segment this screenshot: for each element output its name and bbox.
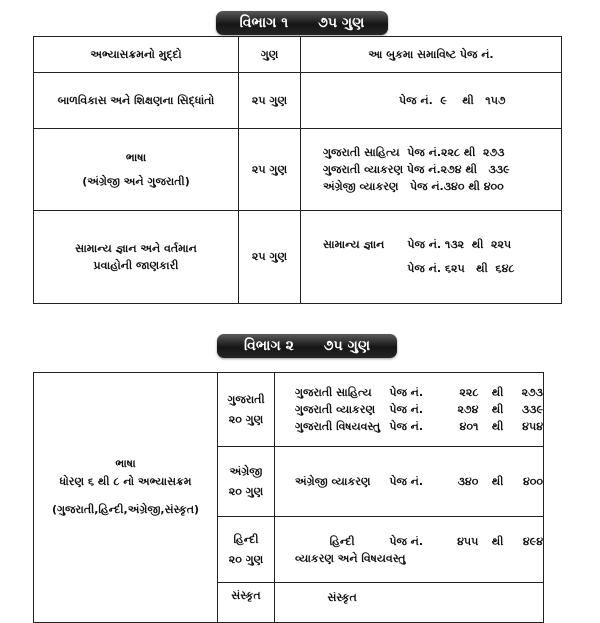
- book-name: ગુજરાતી સાહિત્ય: [295, 386, 372, 399]
- page-from: ૪૦૧: [459, 420, 479, 433]
- lang-marks: ૨૦ ગુણ: [228, 484, 264, 498]
- row-marks: ૨૫ ગુણ: [239, 73, 301, 129]
- page-label: પેજ નં.: [389, 386, 424, 399]
- page-label: પેજ નં.: [389, 475, 424, 488]
- header-pages: આ બુકમા સમાવિષ્ટ પેજ નં.: [301, 37, 562, 73]
- page-label: [389, 589, 454, 606]
- page-line: [295, 473, 543, 490]
- page-end: ૪૦૦: [522, 475, 544, 488]
- pages-cell: [275, 447, 544, 517]
- row-pages: [301, 129, 562, 211]
- table-row: [34, 211, 562, 304]
- page-to-label: થી: [491, 403, 504, 416]
- section2-table: [33, 372, 544, 623]
- topic-line: ભાષા: [125, 150, 147, 164]
- header-topic: અભ્યાસક્રમનો મુદ્દો: [34, 37, 239, 73]
- row-topic: બાળવિકાસ અને શિક્ષણના સિદ્ધાંતો: [34, 73, 239, 129]
- section2-banner: [217, 334, 397, 358]
- page-from: ૩૪૦: [457, 475, 479, 488]
- page-from: ૪૫૫: [457, 534, 479, 548]
- pages-cell: [275, 583, 544, 623]
- pages-cell: [275, 373, 544, 447]
- section1-banner: [216, 11, 388, 35]
- section1-table: [33, 36, 562, 304]
- table-row: [34, 73, 562, 129]
- row-topic: [34, 129, 239, 211]
- page-to-label: થી: [491, 420, 504, 433]
- page-from: [454, 589, 478, 606]
- page-line: [295, 533, 543, 550]
- page-end: ૪૫૪: [522, 420, 544, 433]
- row-topic: [34, 211, 239, 304]
- table-header-row: [34, 37, 562, 73]
- table-row: [34, 129, 562, 211]
- lang-name: સંસ્કૃત: [231, 589, 261, 602]
- section2-title: વિભાગ ૨: [243, 338, 294, 354]
- section2-topic: [34, 373, 218, 623]
- table-row: [34, 373, 544, 447]
- page-end: ૨૭૩: [521, 386, 544, 399]
- page-to-label: થી: [491, 386, 504, 399]
- page-range: સામાન્ય જ્ઞાન પેજ નં. ૧૩૨ થી ૨૨૫: [323, 238, 512, 251]
- section1-marks: ૭૫ ગુણ: [318, 15, 365, 31]
- page-to-label: [478, 589, 516, 606]
- lang-marks: ૨૦ ગુણ: [228, 412, 264, 426]
- book-extra: વ્યાકરણ અને વિષયવસ્તુ: [295, 551, 406, 565]
- row-pages: [301, 211, 562, 304]
- page-label: પેજ નં.: [389, 420, 424, 433]
- page-line: [295, 589, 543, 606]
- page-label: પેજ નં.: [389, 534, 424, 548]
- page-to-label: થી: [491, 475, 504, 488]
- section2-marks: ૭૫ ગુણ: [323, 338, 371, 354]
- page-range: ગુજરાતી વ્યાકરણ પેજ નં.૨૭૪ થી ૩૩૯: [323, 162, 510, 176]
- page-end: [517, 589, 543, 606]
- topic-line: (ગુજરાતી,હિન્દી,અંગ્રેજી,સંસ્કૃત): [51, 503, 200, 516]
- book-name: ગુજરાતી વિષયવસ્તુ: [295, 420, 381, 433]
- page-range: ગુજરાતી સાહિત્ય પેજ નં.૨૨૮ થી ૨૭૩: [323, 145, 505, 159]
- page-range: અંગ્રેજી વ્યાકરણ પેજ નં.૩૪૦ થી ૪૦૦: [323, 179, 504, 193]
- lang-cell: [218, 583, 275, 623]
- book-name: ગુજરાતી વ્યાકરણ: [295, 403, 376, 416]
- row-pages: [301, 73, 562, 129]
- page-to-label: થી: [491, 534, 504, 548]
- book-name: સંસ્કૃત: [327, 591, 357, 604]
- page-line: [295, 418, 543, 435]
- page-end: ૪૯૪: [522, 534, 544, 548]
- topic-line: ભાષા: [115, 457, 136, 470]
- lang-marks: ૨૦ ગુણ: [228, 552, 264, 566]
- row-marks: ૨૫ ગુણ: [239, 129, 301, 211]
- book-name: અંગ્રેજી વ્યાકરણ: [295, 475, 371, 488]
- page-range: પેજ નં. ૯ થી ૧૫૭: [399, 93, 506, 107]
- pages-cell: [275, 517, 544, 583]
- book-name: હિન્દી: [329, 534, 355, 548]
- lang-cell: [218, 517, 275, 583]
- topic-line: પ્રવાહોની જાણકારી: [93, 259, 179, 272]
- page-label: પેજ નં.: [389, 403, 424, 416]
- lang-name: હિન્દી: [233, 532, 259, 546]
- topic-line: ધોરણ ૬ થી ૮ નો અભ્યાસક્રમ: [59, 475, 192, 488]
- lang-name: અંગ્રેજી: [229, 464, 263, 478]
- page-end: ૩૩૯: [521, 403, 544, 416]
- page-range: પેજ નં. ૬૨૫ થી ૬૪૮: [323, 262, 515, 275]
- topic-line: (અંગ્રેજી અને ગુજરાતી): [82, 174, 190, 188]
- lang-cell: [218, 373, 275, 447]
- page-from: ૨૭૪: [457, 403, 479, 416]
- page-line: [295, 384, 543, 401]
- topic-line: સામાન્ય જ્ઞાન અને વર્તમાન: [75, 242, 197, 255]
- lang-cell: [218, 447, 275, 517]
- page-line: [295, 550, 543, 567]
- page-line: [295, 401, 543, 418]
- row-marks: ૨૫ ગુણ: [239, 211, 301, 304]
- page-from: ૨૨૮: [459, 386, 479, 399]
- lang-name: ગુજરાતી: [227, 392, 265, 406]
- section1-title: વિભાગ ૧: [239, 15, 289, 31]
- header-marks: ગુણ: [239, 37, 301, 73]
